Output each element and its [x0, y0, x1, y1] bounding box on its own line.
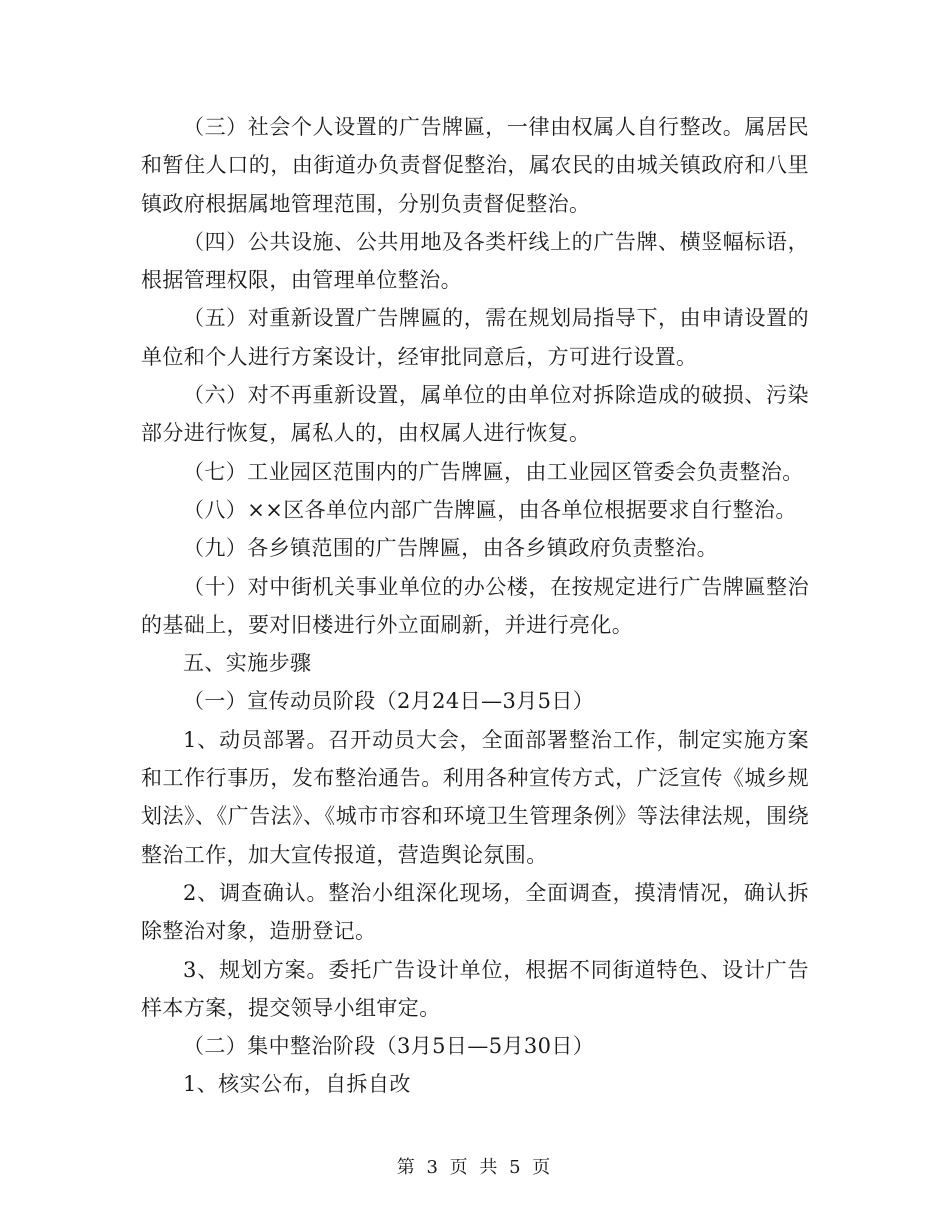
paragraph-item-9: （九）各乡镇范围的广告牌匾，由各乡镇政府负责整治。 [183, 536, 718, 561]
paragraph-item-7: （七）工业园区范围内的广告牌匾，由工业园区管委会负责整治。 [183, 459, 804, 484]
document-body [141, 108, 809, 1104]
paragraph-item-3: （三）社会个人设置的广告牌匾，一律由权属人自行整改。属居民和暂住人口的，由街道办负责督促整治，属农民的由城关镇政府和八里镇政府根据属地管理范围，分别负责督促整治。 [141, 115, 809, 216]
paragraph-item-8: （八）××区各单位内部广告牌匾，由各单位根据要求自行整治。 [183, 497, 797, 522]
paragraph-item-10: （十）对中街机关事业单位的办公楼，在按规定进行广告牌匾整治的基础上，要对旧楼进行外立面刷新，并进行亮化。 [141, 574, 809, 637]
subsection-heading-rectification-stage: （二）集中整治阶段（3月5日—5月30日） [183, 1034, 595, 1059]
step-paragraph-verify-publish: 1、核实公布，自拆自改 [183, 1072, 411, 1097]
paragraph-item-4: （四）公共设施、公共用地及各类杆线上的广告牌、横竖幅标语，根据管理权限，由管理单位整治。 [141, 229, 809, 293]
step-paragraph-mobilization: 1、动员部署。召开动员大会，全面部署整治工作，制定实施方案和工作行事历，发布整治通告。利用各种宣传方式，广泛宣传《城乡规划法》、《广告法》、《城市市容和环境卫生管理条例》等法律法规，围绕整治工作，加大宣传报道，营造舆论氛围。 [141, 727, 809, 867]
step-paragraph-survey: 2、调查确认。整治小组深化现场，全面调查，摸清情况，确认拆除整治对象，造册登记。 [141, 880, 809, 944]
page-number-footer: 第 3 页 共 5 页 [396, 1157, 554, 1178]
section-heading-implementation-steps: 五、实施步骤 [183, 651, 312, 676]
paragraph-item-5: （五）对重新设置广告牌匾的，需在规划局指导下，由申请设置的单位和个人进行方案设计，经审批同意后，方可进行设置。 [141, 306, 809, 369]
paragraph-item-6: （六）对不再重新设置，属单位的由单位对拆除造成的破损、污染部分进行恢复，属私人的，由权属人进行恢复。 [141, 383, 809, 446]
step-paragraph-planning: 3、规划方案。委托广告设计单位，根据不同街道特色、设计广告样本方案，提交领导小组审定。 [141, 957, 809, 1020]
subsection-heading-publicity-stage: （一）宣传动员阶段（2月24日—3月5日） [183, 689, 595, 714]
